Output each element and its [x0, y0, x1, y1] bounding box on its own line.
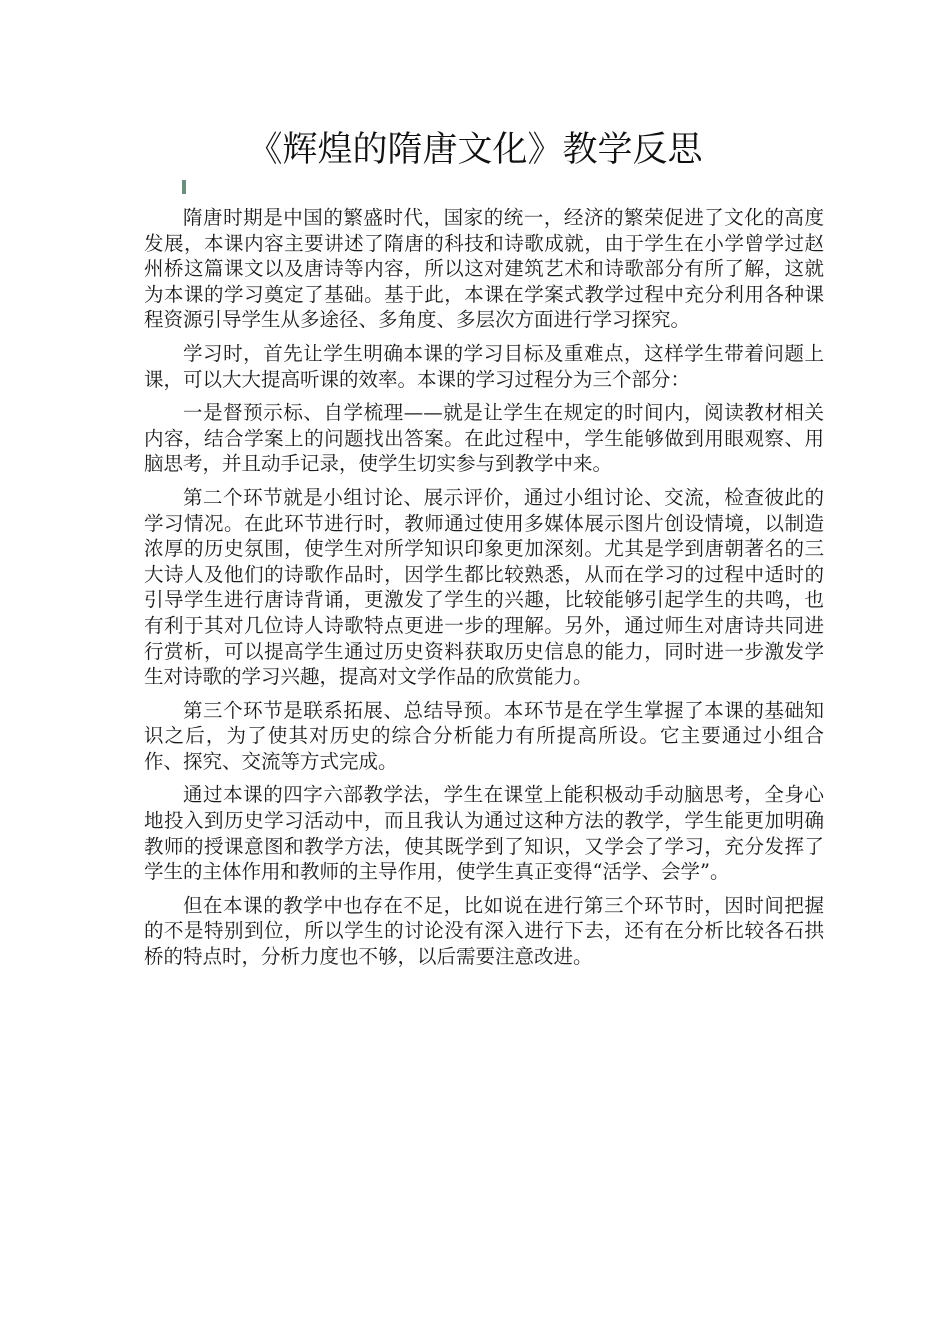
cursor-marker — [182, 180, 186, 194]
paragraph-3: 一是督预示标、自学梳理——就是让学生在规定的时间内，阅读教材相关内容，结合学案上的问题找出答案。在此过程中，学生能够做到用眼观察、用脑思考，并且动手记录，使学生切实参与到教学中来。 — [144, 401, 824, 476]
document-title: 《辉煌的隋唐文化》教学反思 — [247, 130, 703, 170]
paragraph-7: 但在本课的教学中也存在不足，比如说在进行第三个环节时，因时间把握的不是特别到位，所以学生的讨论没有深入进行下去，还有在分析比较各石拱桥的特点时，分析力度也不够，以后需要注意改进。 — [144, 893, 824, 969]
paragraph-4: 第二个环节就是小组讨论、展示评价，通过小组讨论、交流，检查彼此的学习情况。在此环节进行时，教师通过使用多媒体展示图片创设情境，以制造浓厚的历史氛围，使学生对所学知识印象更加深刻。尤其是学到唐朝著名的三大诗人及他们的诗歌作品时，因学生都比较熟悉，从而在学习的过程中适时的引导学生进行唐诗背诵，更激发了学生的兴趣，比较能够引起学生的共鸣，也有利于其对几位诗人诗歌特点更进一步的理解。另外，通过师生对唐诗共同进行赏析，可以提高学生通过历史资料获取历史信息的能力，同时进一步激发学生对诗歌的学习兴趣，提高对文学作品的欣赏能力。 — [144, 485, 824, 689]
document-body — [144, 205, 824, 978]
paragraph-2: 学习时，首先让学生明确本课的学习目标及重难点，这样学生带着问题上课，可以大大提高听课的效率。本课的学习过程分为三个部分： — [144, 341, 824, 391]
paragraph-5: 第三个环节是联系拓展、总结导预。本环节是在学生掌握了本课的基础知识之后，为了使其对历史的综合分析能力有所提高所设。它主要通过小组合作、探究、交流等方式完成。 — [144, 698, 824, 773]
paragraph-6: 通过本课的四字六部教学法，学生在课堂上能积极动手动脑思考，全身心地投入到历史学习活动中，而且我认为通过这种方法的教学，学生能更加明确教师的授课意图和教学方法，使其既学到了知识，又学会了学习，充分发挥了学生的主体作用和教师的主导作用，使学生真正变得“活学、会学”。 — [144, 783, 824, 884]
paragraph-1: 隋唐时期是中国的繁盛时代，国家的统一，经济的繁荣促进了文化的高度发展，本课内容主要讲述了隋唐的科技和诗歌成就，由于学生在小学曾学过赵州桥这篇课文以及唐诗等内容，所以这对建筑艺术和诗歌部分有所了解，这就为本课的学习奠定了基础。基于此，本课在学案式教学过程中充分利用各种课程资源引导学生从多途径、多角度、多层次方面进行学习探究。 — [144, 206, 824, 332]
